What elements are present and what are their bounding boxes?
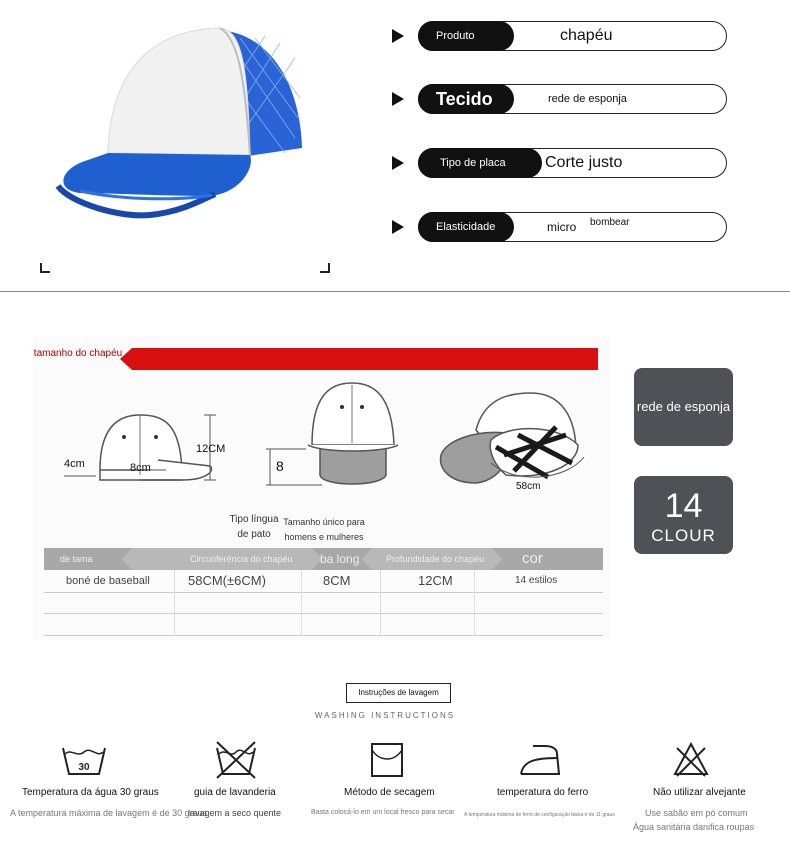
dim-depth: 8	[276, 458, 284, 474]
spec-key: Tipo de placa	[418, 148, 542, 178]
wash-item-desc: Água sanitária danifica roupas	[633, 822, 755, 832]
dim-height: 12CM	[196, 443, 226, 455]
badge-colour-count	[634, 476, 733, 554]
table-cell: 8CM	[323, 573, 351, 588]
drying-icon	[370, 740, 404, 780]
arrow-right-icon	[392, 92, 404, 106]
wash-item-title: temperatura do ferro	[497, 787, 589, 798]
title-bar	[120, 348, 598, 370]
colour-word: CLOUR	[651, 526, 716, 545]
spec-value: bombear	[590, 217, 630, 228]
spec-row-fit	[392, 148, 727, 178]
badge-sponge: rede de esponja	[634, 368, 733, 446]
dim-brim: 8cm	[130, 462, 151, 474]
cap-underside-diagram	[436, 385, 596, 495]
photo-corner-bottom-left	[40, 263, 50, 273]
spec-key: Elasticidade	[418, 212, 514, 242]
no-bleach-icon	[673, 740, 709, 780]
arrow-right-icon	[392, 29, 404, 43]
spec-value: rede de esponja	[548, 93, 627, 105]
wash-item-desc: Use sabão em pó comum	[645, 808, 748, 818]
wash-item-desc: Basta colocá-lo em um local fresco para secar	[311, 809, 455, 816]
dim-circumference: 58cm	[516, 481, 541, 492]
wash-30-icon	[61, 740, 107, 780]
table-header-cell: Profundidade do chapéu	[386, 554, 485, 564]
washing-title: Instruções de lavagem	[346, 683, 451, 703]
note-size: Tamanho único para homens e mulheres	[283, 517, 365, 542]
table-header-cell: cor	[522, 550, 543, 567]
cap-front-diagram	[262, 375, 412, 495]
table-header-cell: de tama	[60, 554, 93, 564]
spec-row-fabric	[392, 84, 727, 114]
iron-icon	[519, 740, 561, 780]
svg-text:30: 30	[78, 762, 90, 773]
spec-row-elasticity	[392, 212, 727, 242]
table-cell: boné de baseball	[66, 575, 150, 587]
spec-value: micro	[547, 220, 577, 234]
wash-item-desc: lavagem a seco quente	[188, 808, 282, 818]
arrow-right-icon	[392, 220, 404, 234]
section-divider	[0, 291, 790, 292]
wash-item-title: Não utilizar alvejante	[653, 787, 746, 798]
table-cell: 14 estilos	[515, 575, 558, 586]
washing-subtitle: WASHING INSTRUCTIONS	[314, 711, 456, 720]
wash-item-title: guia de lavanderia	[194, 787, 276, 798]
table-cell: 58CM(±6CM)	[188, 573, 266, 588]
size-chart-title: tamanho do chapéu	[33, 348, 123, 359]
wash-item-desc: A temperatura máxima de lavagem é de 30 graus	[10, 808, 208, 818]
photo-corner-bottom-right	[320, 263, 330, 273]
spec-key: Produto	[418, 21, 514, 51]
wash-item-desc: A temperatura máxima de ferro de configuração baixa é de 11 graus	[464, 812, 615, 818]
spec-key: Tecido	[418, 84, 514, 114]
table-cell: 12CM	[418, 573, 453, 588]
table-header-cell: ba long	[320, 552, 360, 566]
wash-item-title: Temperatura da água 30 graus	[22, 787, 159, 798]
no-dry-clean-icon	[215, 740, 257, 780]
cap-photo	[40, 18, 330, 273]
table-header-cell: Circunferência do chapéu	[190, 554, 293, 564]
spec-row-product	[392, 21, 727, 51]
wash-item-title: Método de secagem	[344, 787, 435, 798]
spec-value: Corte justo	[545, 154, 623, 171]
colour-count: 14	[664, 487, 703, 525]
note-tongue: Tipo língua de pato	[229, 514, 279, 540]
arrow-right-icon	[392, 156, 404, 170]
spec-value: chapéu	[560, 27, 613, 44]
dim-width: 4cm	[64, 458, 85, 470]
